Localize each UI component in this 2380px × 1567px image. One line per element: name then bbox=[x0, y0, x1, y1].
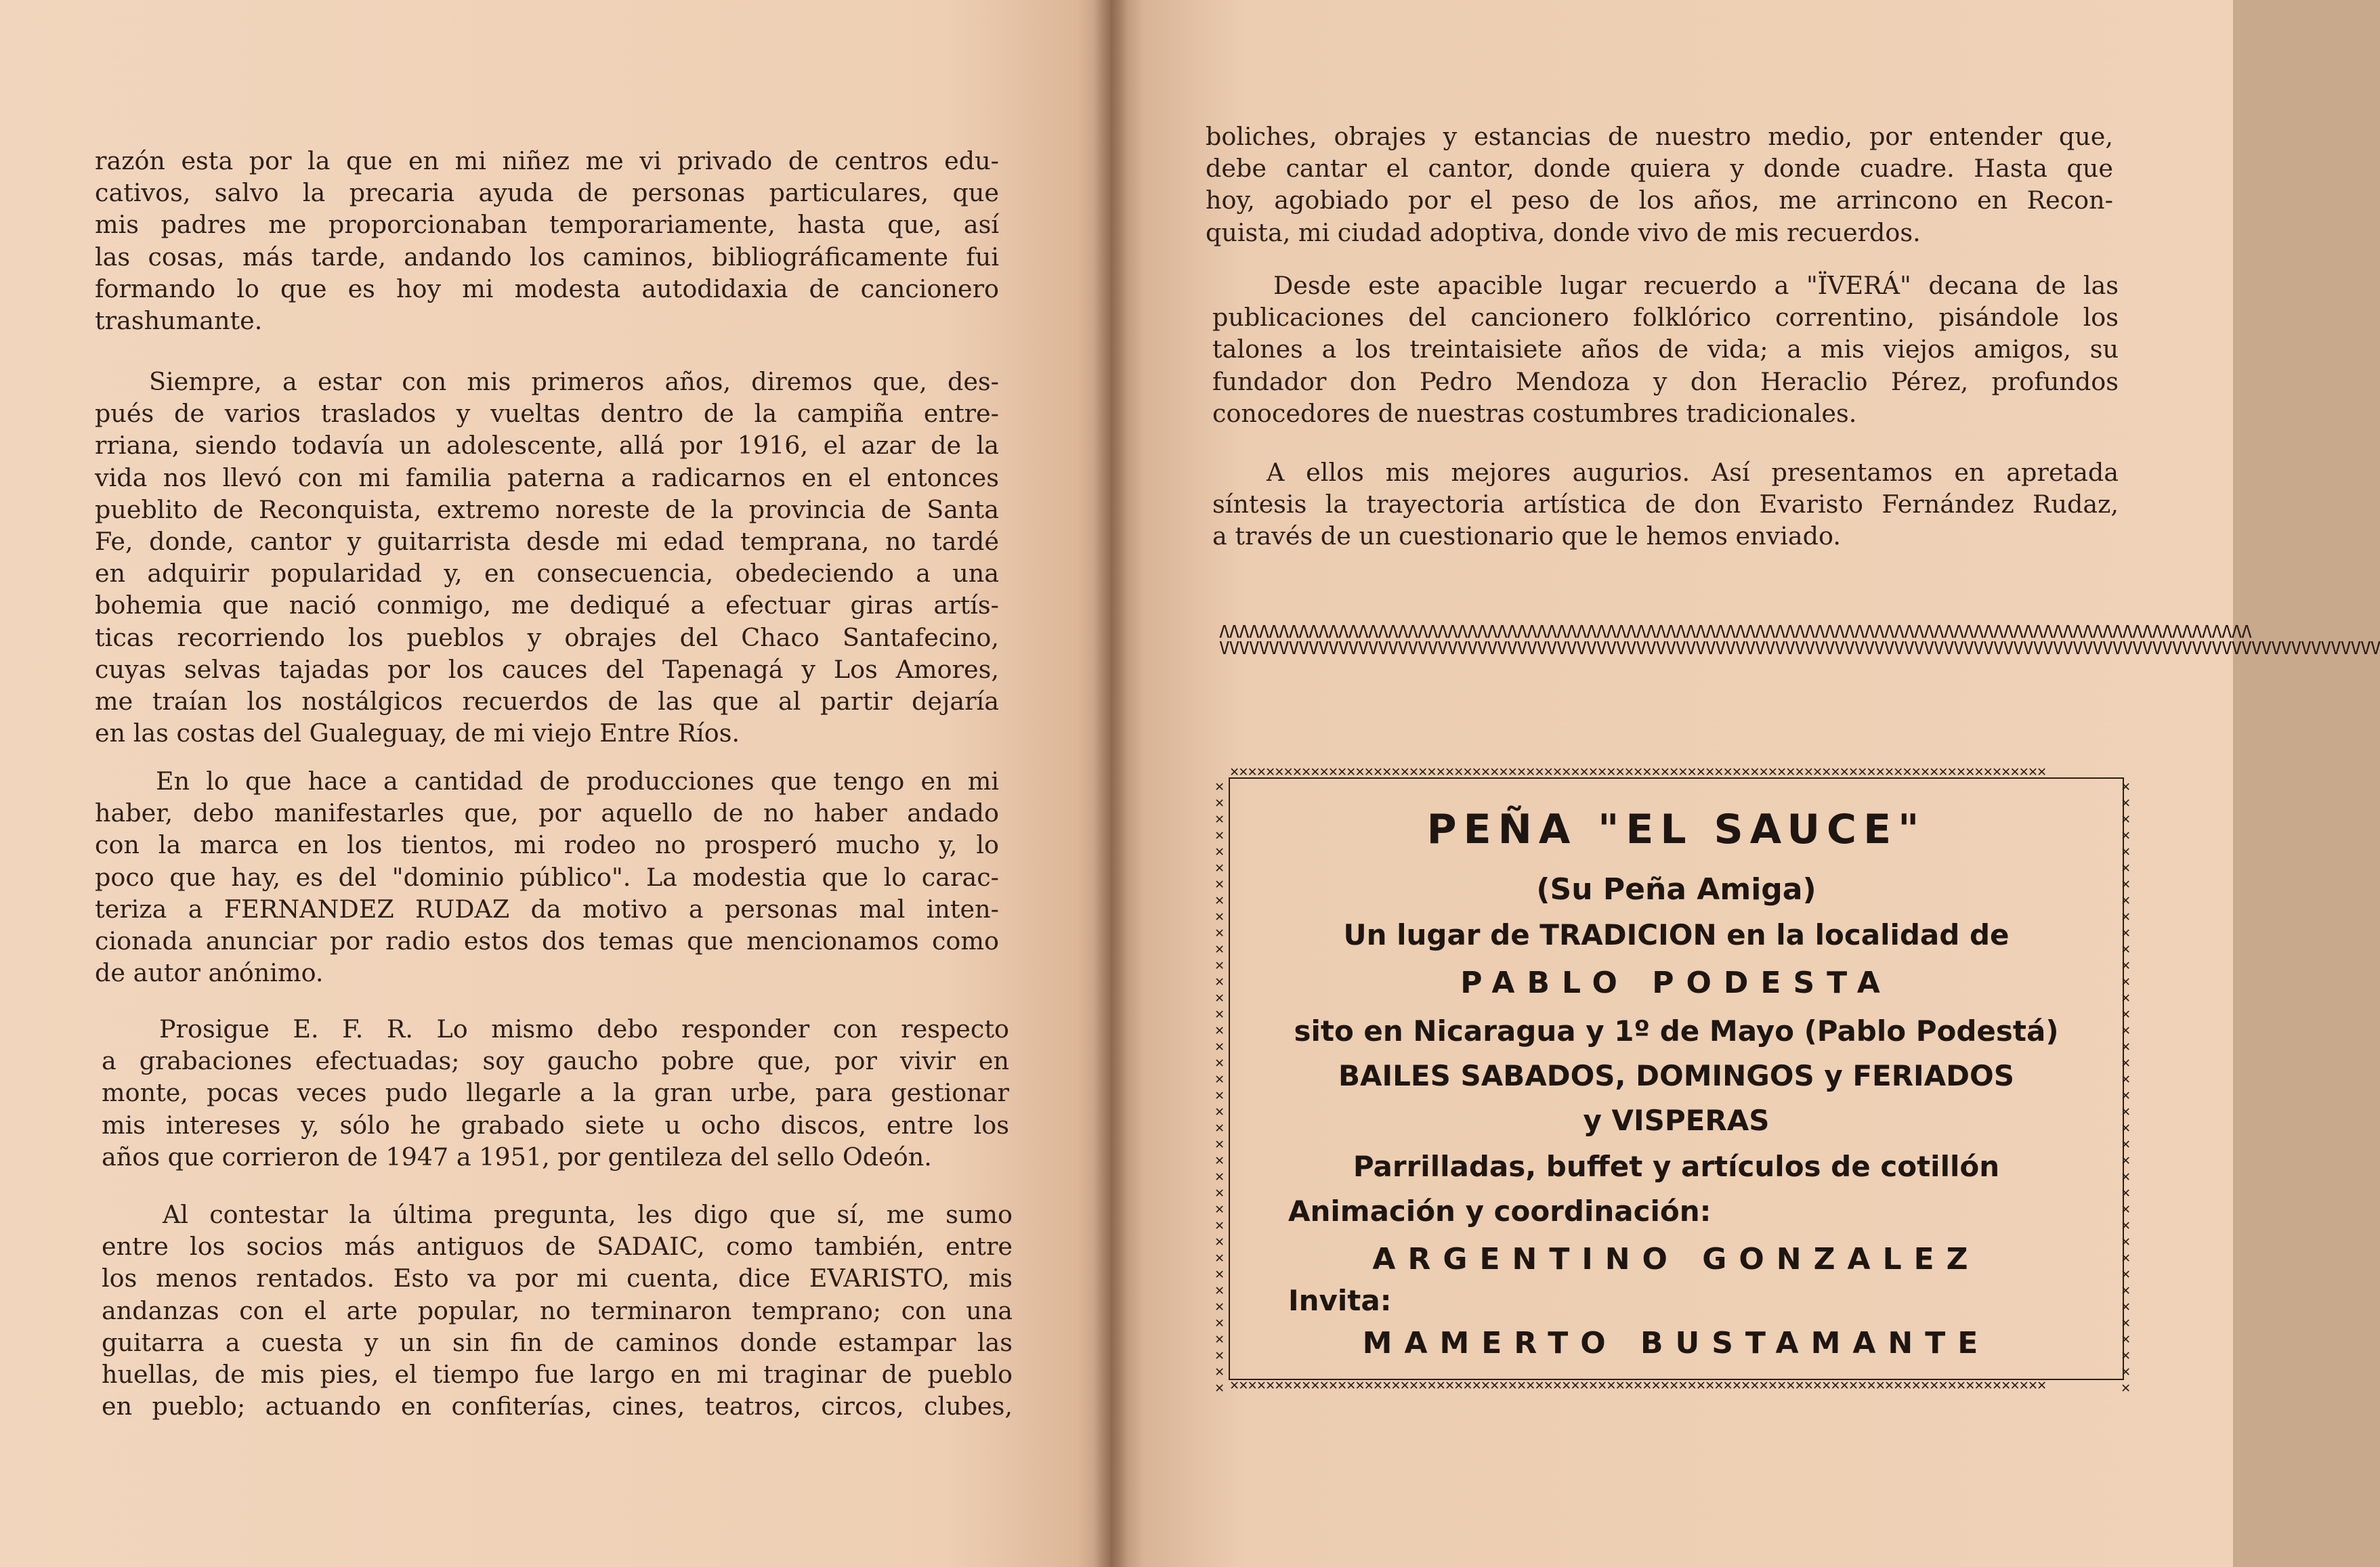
text-line: huellas, de mis pies, el tiempo fue largo en mi traginar de pueblo bbox=[102, 1360, 1013, 1390]
right-paragraph-3 bbox=[1212, 456, 2119, 553]
text-line: cativos, salvo la precaria ayuda de personas particulares, que bbox=[95, 178, 999, 208]
text-line: a grabaciones efectuadas; soy gaucho pobre que, por vivir en bbox=[102, 1046, 1009, 1076]
ad-animation-label: Animación y coordinación: bbox=[1288, 1195, 1712, 1228]
text-line: Prosigue E. F. R. Lo mismo debo responder con respecto bbox=[159, 1014, 1009, 1044]
text-line: años que corrieron de 1947 a 1951, por gentileza del sello Odeón. bbox=[102, 1142, 932, 1172]
text-line: razón esta por la que en mi niñez me vi privado de centros edu- bbox=[95, 146, 999, 175]
ad-dances: BAILES SABADOS, DOMINGOS y FERIADOS bbox=[1338, 1059, 2014, 1092]
advertisement-box bbox=[1215, 763, 2131, 1396]
book-gutter bbox=[1094, 0, 1128, 1567]
text-line: formando lo que es hoy mi modesta autodidaxia de cancionero bbox=[95, 274, 999, 303]
ad-border-ornament: ✕✕✕✕✕✕✕✕✕✕✕✕✕✕✕✕✕✕✕✕✕✕✕✕✕✕✕✕✕✕✕✕✕✕✕✕✕✕✕✕✕✕✕✕✕✕✕✕✕✕✕✕✕✕✕✕✕✕✕✕✕✕✕✕✕✕✕✕✕✕✕✕✕✕✕✕✕✕✕✕✕✕✕✕✕✕✕✕✕✕✕ bbox=[1230, 763, 2047, 780]
right-paragraph-2 bbox=[1212, 270, 2119, 429]
text-line: haber, debo manifestarles que, por aquello de no haber andado bbox=[95, 798, 999, 828]
ad-address: sito en Nicaragua y 1º de Mayo (Pablo Podestá) bbox=[1294, 1014, 2059, 1048]
left-paragraph-2 bbox=[95, 366, 999, 749]
ad-border-ornament: ✕✕✕✕✕✕✕✕✕✕✕✕✕✕✕✕✕✕✕✕✕✕✕✕✕✕✕✕✕✕✕✕✕✕✕✕✕✕✕✕✕✕✕✕✕✕✕✕✕✕✕✕✕✕✕✕✕✕✕✕✕✕✕✕✕✕✕✕✕✕✕✕✕✕✕✕✕✕✕✕✕✕✕✕✕✕✕✕✕✕✕ bbox=[1230, 1377, 2047, 1394]
left-paragraph-4 bbox=[102, 1013, 1009, 1173]
left-paragraph-1 bbox=[95, 145, 999, 337]
text-line: mis padres me proporcionaban temporariamente, hasta que, así bbox=[95, 210, 999, 240]
text-line: bohemia que nació conmigo, me dediqué a efectuar giras artís- bbox=[95, 591, 999, 620]
ornamental-divider: ΛΛΛΛΛΛΛΛΛΛΛΛΛΛΛΛΛΛΛΛΛΛΛΛΛΛΛΛΛΛΛΛΛΛΛΛΛΛΛΛΛΛΛΛΛΛΛΛΛΛΛΛΛΛΛΛΛΛΛΛΛΛΛΛΛΛΛΛΛΛΛΛΛΛΛΛΛΛΛΛΛΛΛΛΛΛΛΛΛΛΛΛΛΛΛΛΛΛΛΛΛΛΛΛ VVVVVVVVVVVVVVVVVVVVVVVVVVVVVVVVVVVVVVVVVVVVVVVVVVVVVVVVVVVVVVVVVVVVVVVVVVVVVVVVVVVVVVVVVVVVVVVVVVVVVVVVVVVVVVVVVVVVV bbox=[1219, 622, 2380, 659]
text-line: rriana, siendo todavía un adolescente, allá por 1916, el azar de la bbox=[95, 431, 999, 460]
text-line: fundador don Pedro Mendoza y don Heraclio Pérez, profundos bbox=[1212, 366, 2119, 396]
text-line: en pueblo; actuando en confiterías, cines, teatros, circos, clubes, bbox=[102, 1392, 1013, 1421]
text-line: cionada anunciar por radio estos dos temas que mencionamos como bbox=[95, 926, 999, 956]
text-line: los menos rentados. Esto va por mi cuenta, dice EVARISTO, mis bbox=[102, 1264, 1013, 1293]
right-paragraph-1 bbox=[1206, 121, 2113, 249]
text-line: Al contestar la última pregunta, les digo que sí, me sumo bbox=[163, 1200, 1013, 1229]
text-line: a través de un cuestionario que le hemos enviado. bbox=[1212, 521, 1841, 551]
text-line: pués de varios traslados y vueltas dentro de la campiña entre- bbox=[95, 399, 999, 429]
text-line: con la marca en los tientos, mi rodeo no prosperó mucho y, lo bbox=[95, 830, 999, 860]
text-line: entre los socios más antiguos de SADAIC, como también, entre bbox=[102, 1232, 1013, 1262]
text-line: poco que hay, es del "dominio público". La modestia que lo carac- bbox=[95, 862, 999, 892]
text-line: publicaciones del cancionero folklórico correntino, pisándole los bbox=[1212, 303, 2119, 332]
text-line: en las costas del Gualeguay, de mi viejo Entre Ríos. bbox=[95, 718, 740, 748]
text-line: monte, pocas veces pudo llegarle a la gran urbe, para gestionar bbox=[102, 1078, 1009, 1108]
text-line: Siempre, a estar con mis primeros años, diremos que, des- bbox=[149, 367, 999, 396]
ad-border-ornament: ✕✕✕✕✕✕✕✕✕✕✕✕✕✕✕✕✕✕✕✕✕✕✕✕✕✕✕✕✕✕✕✕✕✕✕✕✕✕ bbox=[2121, 778, 2131, 1396]
ad-food: Parrilladas, buffet y artículos de cotillón bbox=[1353, 1150, 2000, 1183]
ad-border-ornament: ✕✕✕✕✕✕✕✕✕✕✕✕✕✕✕✕✕✕✕✕✕✕✕✕✕✕✕✕✕✕✕✕✕✕✕✕✕✕ bbox=[1215, 778, 1225, 1396]
ad-title: PEÑA "EL SAUCE" bbox=[1426, 806, 1926, 853]
ad-invite-label: Invita: bbox=[1288, 1284, 1392, 1317]
text-line: pueblito de Reconquista, extremo noreste de la provincia de Santa bbox=[95, 494, 999, 524]
text-line: trashumante. bbox=[95, 306, 263, 336]
ad-animation-name: ARGENTINO GONZALEZ bbox=[1372, 1242, 1980, 1276]
text-line: boliches, obrajes y estancias de nuestro medio, por entender que, bbox=[1206, 122, 2113, 151]
ad-dances-2: y VISPERAS bbox=[1583, 1104, 1770, 1137]
text-line: me traían los nostálgicos recuerdos de las que al partir dejaría bbox=[95, 687, 999, 716]
text-line: Fe, donde, cantor y guitarrista desde mi edad temprana, no tardé bbox=[95, 527, 999, 557]
text-line: teriza a FERNANDEZ RUDAZ da motivo a personas mal inten- bbox=[95, 894, 999, 924]
text-line: En lo que hace a cantidad de producciones que tengo en mi bbox=[156, 767, 999, 796]
ad-invite-name: MAMERTO BUSTAMANTE bbox=[1362, 1326, 1991, 1360]
text-line: en adquirir popularidad y, en consecuencia, obedeciendo a una bbox=[95, 559, 999, 588]
text-line: debe cantar el cantor, donde quiera y donde cuadre. Hasta que bbox=[1206, 154, 2113, 184]
text-line: andanzas con el arte popular, no terminaron temprano; con una bbox=[102, 1295, 1013, 1325]
ad-line: Un lugar de TRADICION en la localidad de bbox=[1343, 918, 2010, 951]
text-line: mis intereses y, sólo he grabado siete u ocho discos, entre los bbox=[102, 1110, 1009, 1140]
text-line: guitarra a cuesta y un sin fin de caminos donde estampar las bbox=[102, 1327, 1013, 1357]
text-line: de autor anónimo. bbox=[95, 958, 324, 988]
left-paragraph-5 bbox=[102, 1199, 1013, 1422]
text-line: ticas recorriendo los pueblos y obrajes del Chaco Santafecino, bbox=[95, 622, 999, 652]
text-line: cuyas selvas tajadas por los cauces del Tapenagá y Los Amores, bbox=[95, 654, 999, 684]
text-line: las cosas, más tarde, andando los caminos, bibliográficamente fui bbox=[95, 242, 999, 272]
ad-tagline: (Su Peña Amiga) bbox=[1536, 872, 1816, 907]
text-line: conocedores de nuestras costumbres tradicionales. bbox=[1212, 398, 1857, 428]
ad-place: PABLO PODESTA bbox=[1460, 966, 1892, 1000]
text-line: hoy, agobiado por el peso de los años, me arrincono en Recon- bbox=[1206, 186, 2113, 215]
text-line: A ellos mis mejores augurios. Así presentamos en apretada bbox=[1267, 458, 2119, 487]
text-line: Desde este apacible lugar recuerdo a "ÏVERÁ" decana de las bbox=[1273, 271, 2119, 300]
text-line: talones a los treintaisiete años de vida; a mis viejos amigos, su bbox=[1212, 335, 2119, 364]
text-line: síntesis la trayectoria artística de don Evaristo Fernández Rudaz, bbox=[1212, 490, 2119, 519]
text-line: vida nos llevó con mi familia paterna a radicarnos en el entonces bbox=[95, 463, 999, 492]
text-line: quista, mi ciudad adoptiva, donde vivo de mis recuerdos. bbox=[1206, 217, 1921, 247]
left-paragraph-3 bbox=[95, 765, 999, 989]
